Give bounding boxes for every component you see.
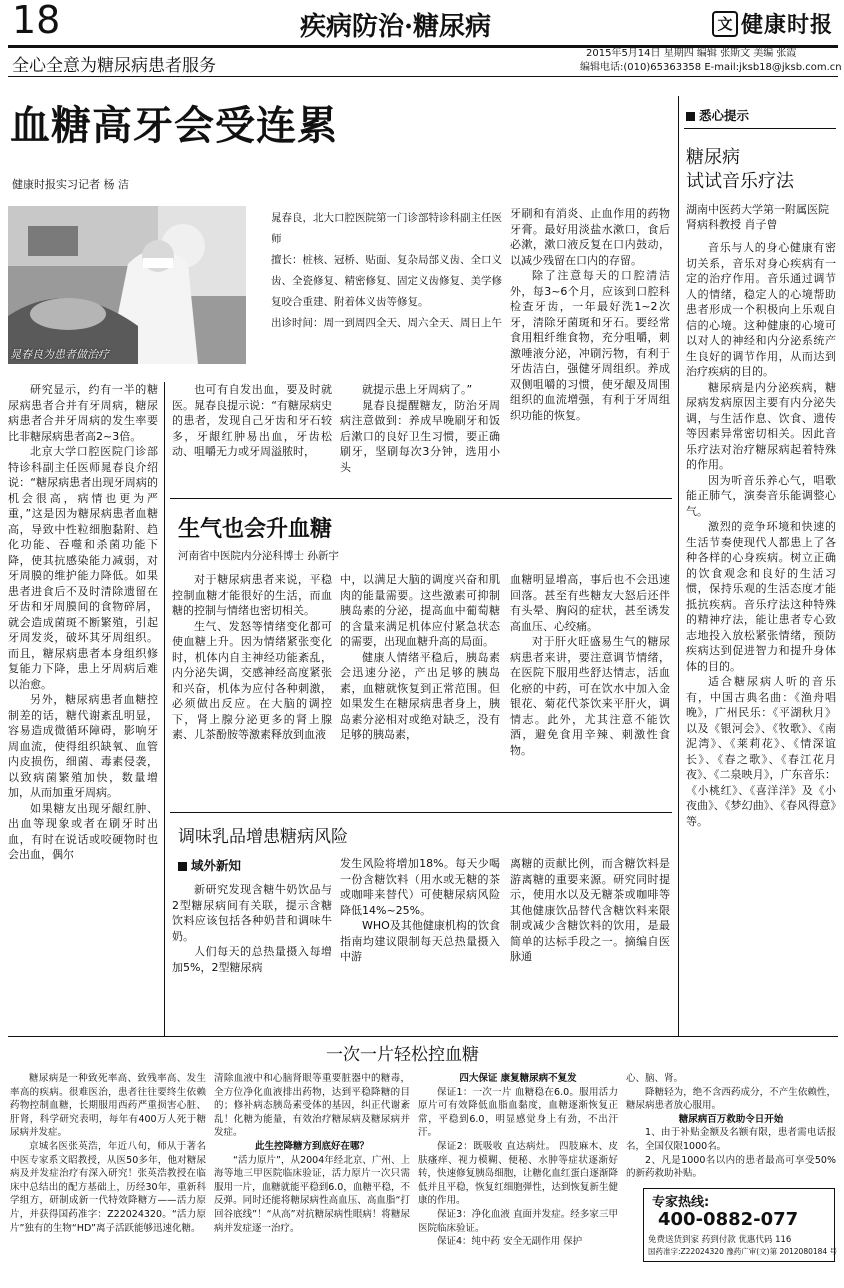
ad-col-4 <box>626 1072 836 1181</box>
paragraph: 生气、发怒等情绪变化都可使血糖上升。因为情绪紧张变化时，机体内自主神经功能紊乱，内分泌失调，交感神经高度紧张和兴奋，机体为应付各种刺激，必须做出反应。在大脑的调控下，肾上腺分泌更多的肾上腺素、儿茶酚胺等激素释放到血液 <box>172 619 332 741</box>
sidebar-divider <box>678 96 679 1036</box>
ad-headline: 一次一片轻松控血糖 <box>326 1045 479 1065</box>
logo-name: 健康时报 <box>741 12 834 38</box>
article-photo <box>8 206 246 364</box>
tag-label: 域外新知 <box>191 858 242 873</box>
paragraph: 新研究发现含糖牛奶饮品与2型糖尿病间有关联，提示含糖饮料应该包括各种奶昔和调味牛奶。 <box>172 883 332 943</box>
paragraph: 北京大学口腔医院门诊部特诊科副主任医师晁春良介绍说：“糖尿病患者出现牙周病的机会很高，病情也更为严重，”这是因为糖尿病患者血糖高，导致中性粒细胞黏附、趋化功能、吞噬和杀菌功能下降，使其抗感染能力减弱，对牙周膜的维护能力降低。如果患者进食后不及时清除遗留在牙齿和牙周膜间的食物碎屑，就会造成菌斑不断繁殖，引起牙周发炎，破坏其牙周组织。而且，糖尿病患者本身组织修复能力下降，患上牙周病后难以治愈。 <box>8 445 158 691</box>
editor-contact: 编辑电话:(010)65363358 E-mail:jksb18@jksb.com.cn <box>580 62 842 73</box>
paragraph: “活力原片”，从2004年经北京、广州、上海等地三甲医院临床验证，活力原片一次只需服用一片，血糖就能平稳到6.0，血糖平稳，不反弹。同时还能将糖尿病性高血压、高血脂“打回谷底线”！“从高”对抗糖尿病性眼病！将糖尿病并发症逐一治疗。 <box>214 1154 410 1234</box>
main-col-2 <box>172 382 332 460</box>
second-col-2 <box>340 572 500 743</box>
article-divider <box>170 812 672 813</box>
section-tag <box>178 856 241 874</box>
paragraph: 2、凡是1000名以内的患者最高可享受50%的新药救助补贴。 <box>626 1154 836 1180</box>
second-col-1 <box>172 572 332 743</box>
doctor-name-line: 晁春良，北大口腔医院第一门诊部特诊科副主任医师 <box>271 212 502 245</box>
doctor-specialty-line: 擅长：桩核、冠桥、贴面、复杂局部义齿、全口义齿、全瓷修复、精密修复、固定义齿修复、美学修复咬合重建、附着体义齿等修复。 <box>271 254 502 308</box>
paragraph: 适合糖尿病人听的音乐有，中国古典名曲：《渔舟唱晚》，广州民乐：《平湖秋月》以及《银河会》、《牧歌》、《南泥湾》、《莱莉花》、《情深谊长》、《春之歌》、《春江花月夜》、《二泉映月》，广东音乐：《小桃红》、《喜洋洋》及《小夜曲》、《梦幻曲》、《春风得意》等。 <box>686 675 836 828</box>
second-byline: 河南省中医院内分泌科博士 孙新宇 <box>178 550 339 562</box>
paragraph: 心、脑、肾。 <box>626 1073 684 1084</box>
second-headline: 生气也会升血糖 <box>178 516 333 542</box>
sidebar-tag <box>686 106 749 124</box>
ad-top-rule <box>8 1036 838 1037</box>
paragraph: 对于肝火旺盛易生气的糖尿病患者来讲，要注意调节情绪，在医院下服用些舒达情志，活血化瘀的中药，可在饮水中加入金银花、菊花代茶饮来平肝火，调情志。此外，尤其注意不能饮酒，避免食用辛辣、刺激性食物。 <box>510 635 670 757</box>
page-number: 18 <box>12 0 61 42</box>
paragraph: 发生风险将增加18%。每天少喝一份含糖饮料（用水或无糖的茶或咖啡来替代）可使糖尿病风险降低14%~25%。 <box>340 857 500 917</box>
second-col-3 <box>510 572 670 758</box>
doctor-hours-line: 出诊时间：周一到周四全天、周六全天、周日上午 <box>271 317 502 329</box>
main-headline: 血糖高牙会受连累 <box>10 102 338 149</box>
sidebar-rule <box>684 128 836 129</box>
main-col-3 <box>340 382 500 475</box>
paragraph: 另外，糖尿病患者血糖控制差的话，糖代谢紊乱明显，容易造成微循环障碍，影响牙周血流，使得组织缺氧、血管内皮损伤，细菌、毒素侵袭，以致病菌繁殖加快，数量增加，从而加重牙周病。 <box>8 693 158 799</box>
third-col-1 <box>172 882 332 975</box>
tag-label: 悉心提示 <box>699 108 750 123</box>
paragraph: WHO及其他健康机构的饮食指南均建议限制每天总热量摄入中游 <box>340 919 500 963</box>
third-col-3 <box>510 856 670 965</box>
paragraph: 音乐与人的身心健康有密切关系，音乐对身心疾病有一定的治疗作用。音乐通过调节人的情绪，稳定人的心境帮助患者形成一个积极向上乐观自信的心境。这种健康的心境可以对人的神经和内分泌系统产生良好的调节作用，从而达到治疗疾病的目的。 <box>686 241 836 378</box>
paragraph: 保证4：纯中药 安全无副作用 保护 <box>437 1236 583 1248</box>
third-col-2 <box>340 856 500 965</box>
sidebar-byline: 湖南中医药大学第一附属医院肾病科教授 肖子曾 <box>686 203 829 231</box>
paragraph: 牙刷和有消炎、止血作用的药物牙膏。最好用淡盐水漱口，食后必漱，漱口液反复在口内鼓动，以减少残留在口内的存留。 <box>510 207 670 267</box>
paragraph: 中，以满足大脑的调度兴奋和肌肉的能量需要。这些激素可抑制胰岛素的分泌，提高血中葡萄糖的含量来满足机体应付紧急状态的需要，出现血糖升高的局面。 <box>340 573 500 648</box>
paragraph: 除了注意每天的口腔清洁外，每3~6个月，应该到口腔科检查牙齿，一年最好洗1~2次牙，清除牙菌斑和牙石。要经常食用粗纤维食物，充分咀嚼，刺激唾液分泌，冲刷污物，有利于牙齿洁白，强健牙周组织。养成双侧咀嚼的习惯，使牙龈及周围组织的血流增强，有利于牙周组织功能的恢复。 <box>510 269 670 422</box>
square-bullet-icon <box>686 112 695 121</box>
paragraph: 也可有自发出血，要及时就医。晁春良提示说：“有糖尿病史的患者，发现自己牙齿和牙石较多，牙龈红肿易出血，牙齿松动、咀嚼无力或牙周溢脓时， <box>172 383 332 458</box>
paragraph: 如果糖友出现牙龈红肿、出血等现象或者在刷牙时出血，有时在说话或咬硬物时也会出血，偶尔 <box>8 801 158 861</box>
hotline-note: 免费送货到家 药到付款 优惠代码 116 <box>648 1235 792 1245</box>
paragraph: 1、由于补贴金额及名额有限，患者需电话报名，全国仅限1000名。 <box>626 1127 836 1152</box>
third-headline: 调味乳品增患糖病风险 <box>178 827 348 847</box>
ad-col-1 <box>10 1072 206 1235</box>
ad-subheading: 四大保证 康复糖尿病不复发 <box>459 1073 577 1084</box>
paragraph: 糖尿病是内分泌疾病，糖尿病发病原因主要有内分泌失调，与生活作息、饮食、遗传等因素异常密切相关。因此音乐疗法对治疗糖尿病起着特殊的作用。 <box>686 380 836 471</box>
paragraph: 保证3：净化血液 直面并发症。经多家三甲医院临床验证。 <box>418 1208 618 1234</box>
paragraph: 离糖的贡献比例，而含糖饮料是游离糖的重要来源。研究同时提示，使用水以及无糖茶或咖啡等其他健康饮品替代含糖饮料来限制或减少含糖饮料的饮用，是最简单的达标手段之一。摘编自医脉通 <box>510 857 670 963</box>
paragraph: 晁春良提醒糖友，防治牙周病注意做到：养成早晚刷牙和饭后漱口的良好卫生习惯，要正确刷牙，坚刷每次3分钟，选用小头 <box>340 398 500 474</box>
paragraph: 健康人情绪平稳后，胰岛素会迅速分泌，产出足够的胰岛素，血糖就恢复到正常范围。但如果发生在糖尿病患者身上，胰岛素分泌相对或绝对缺乏，没有足够的胰岛素， <box>340 650 500 741</box>
hotline-number: 400-0882-077 <box>658 1209 799 1230</box>
photo-caption: 晁春良为患者做治疗 <box>10 348 109 361</box>
article-divider <box>170 498 672 499</box>
paragraph: 京城名医张英浩，年近八旬，师从于著名中医专家系文昭教授，从医50多年，他对糖尿病及并发症治疗有深入研究！张英浩教授在临床中总结出的配方基础上，历经30年，重新科学组方，研制成新一代特效降糖方——活力原片，并获得国药准字：Z22024320。“活力原片”独有的生物“HD”离子活跃能够迅速化糖。 <box>10 1140 206 1234</box>
paragraph: 因为听音乐养心气，唱歌能正肺气，演奏音乐能调整心气。 <box>686 473 836 518</box>
newspaper-logo <box>712 8 836 38</box>
hotline-box <box>643 1188 838 1262</box>
paragraph: 清除血液中和心脑肾眼等重要脏器中的糖毒，全方位净化血液排出药物，达到平稳降糖的目的；修补病态胰岛素受体的基因，纠正代谢紊乱！化糖为能量，有效治疗糖尿病及糖尿病并发症。 <box>214 1073 410 1139</box>
ad-col-2 <box>214 1072 410 1235</box>
sidebar-headline-2: 试试音乐疗法 <box>686 171 794 192</box>
ad-col-3 <box>418 1072 618 1249</box>
logo-mark-icon: 文 <box>712 11 738 37</box>
paragraph: 研究显示，约有一半的糖尿病患者合并有牙周病，糖尿病患者合并牙周病的发生率要比非糖尿病患者高2~3倍。 <box>8 383 158 443</box>
paragraph: 就提示患上牙周病了。” <box>362 383 473 396</box>
sidebar-body <box>686 240 836 829</box>
paragraph: 人们每天的总热量摄入每增加5%，2型糖尿病 <box>172 945 332 974</box>
main-byline: 健康时报实习记者 杨 洁 <box>12 178 129 191</box>
column-divider <box>164 382 165 1037</box>
approval-note: 国药准字:Z22024320 豫药广审(文)第 2012080184 号 <box>648 1247 838 1256</box>
paragraph: 激烈的竞争环境和快速的生活节奏使现代人都患上了各种各样的心身疾病。树立正确的饮食观念和良好的生活习惯，保持乐观的生活态度才能抵抗疾病。音乐疗法这种特殊的精神疗法，能让患者专心致志地投入放松紧张情绪，预防疾病达到促进智力和提升身体体的目的。 <box>686 520 836 673</box>
hotline-label: 专家热线: <box>652 1195 710 1210</box>
ad-subheading: 糖尿病百万救助令日开始 <box>678 1113 784 1125</box>
paragraph: 降糖轻为，绝不含西药成分，不产生依赖性，糖尿病患者放心服用。 <box>626 1086 836 1112</box>
paragraph: 糖尿病是一种致死率高、致残率高、发生率高的疾病。很难医治，患者往往要终生依赖药物控制血糖，长期服用西药严重损害心脏、肝肾，科学研究表明，每年有400万人死于糖尿病并发症。 <box>10 1073 206 1139</box>
doctor-photo-image <box>8 206 246 364</box>
paragraph: 保证2：既吸收 直达病灶。 四肢麻木、皮肤瘙痒、视力模糊、便秘、水肿等症状逐渐好转，快速修复胰岛细胞，让糖化血红蛋白逐渐降低并且平稳，恢复红细胞弹性，达到恢复新生健康的作用。 <box>418 1140 618 1207</box>
slogan: 全心全意为糖尿病患者服务 <box>12 56 216 76</box>
paragraph: 血糖明显增高，事后也不会迅速回落。甚至有些糖友大怒后还伴有头晕、胸闷的症状，甚至诱发高血压、心绞痛。 <box>510 573 670 633</box>
header-rule <box>8 76 838 77</box>
main-col-4 <box>510 206 670 423</box>
section-title: 疾病防治·糖尿病 <box>300 12 492 42</box>
ad-subheading: 此生控降糖方到底好在哪？ <box>254 1140 369 1152</box>
square-bullet-icon <box>178 862 187 871</box>
main-col-1 <box>8 382 158 863</box>
sidebar-headline-1: 糖尿病 <box>686 147 740 168</box>
paragraph: 保证1：一次一片 血糖稳在6.0。服用活力原片可有效降低血脂血黏度，血糖逐渐恢复正常，平稳到6.0，明显感觉身上有劲，不出汗汗。 <box>418 1086 618 1139</box>
doctor-info-box <box>250 208 502 334</box>
issue-meta: 2015年5月14日 星期四 编辑 张斯文 美编 张霞 <box>586 48 797 59</box>
paragraph: 对于糖尿病患者来说，平稳控制血糖才能很好的生活，而血糖的控制与情绪也密切相关。 <box>172 573 332 617</box>
